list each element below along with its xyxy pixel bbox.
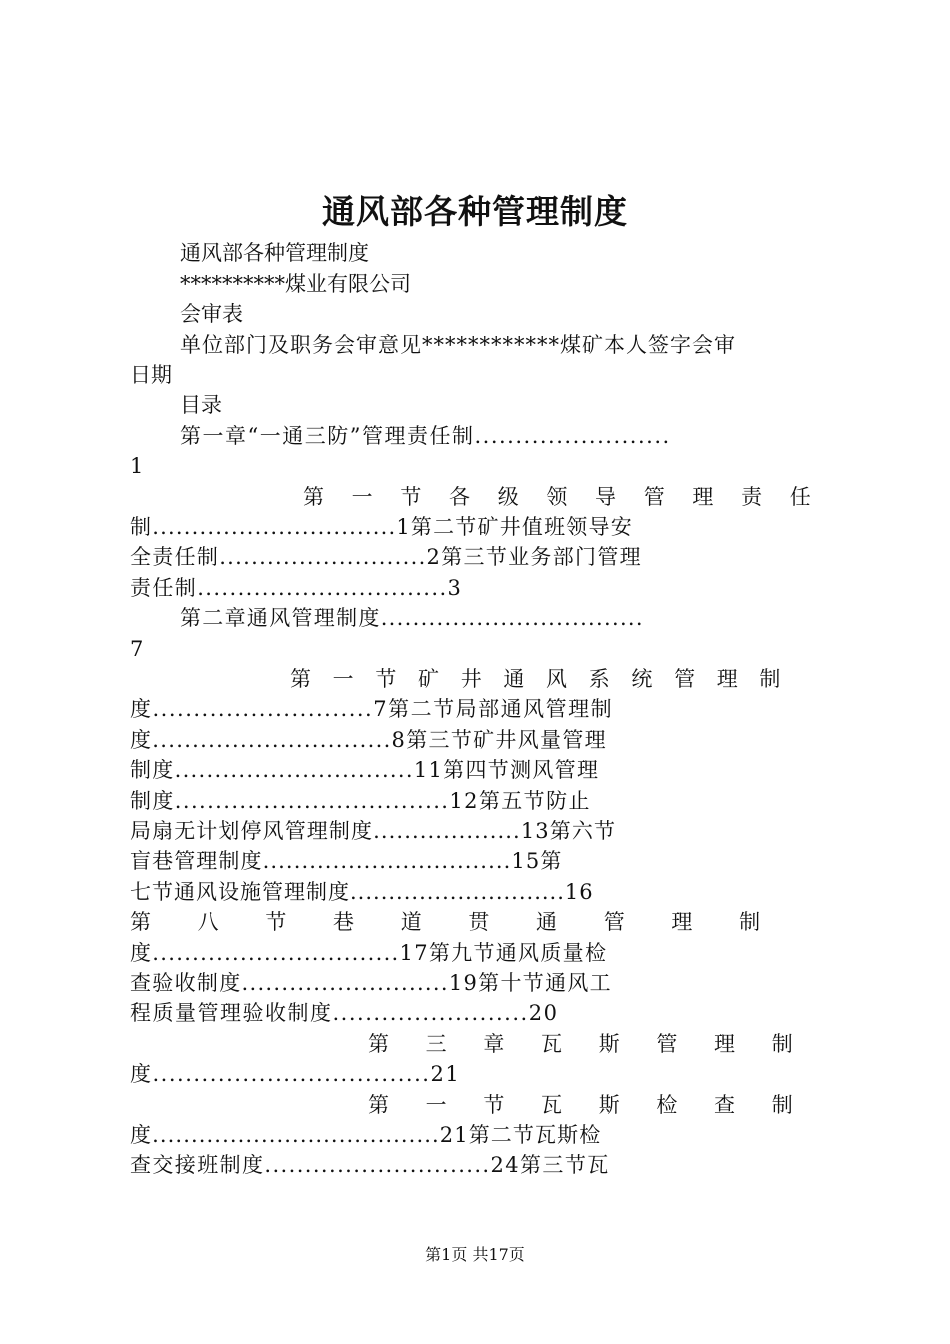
- toc-line: 全责任制..........................2第三节业务部门管理: [130, 545, 642, 569]
- page-footer: 第1页 共17页: [425, 1245, 525, 1264]
- toc-line: 度..................................21: [130, 1062, 461, 1086]
- toc-line: 度...............................17第九节通风质量检: [130, 941, 608, 965]
- review-row-text-cont: 日期: [130, 363, 172, 387]
- toc-line: 度..............................8第三节矿井风量管理: [130, 728, 607, 752]
- toc-line: 第一章“一通三防”管理责任制........................: [180, 424, 671, 448]
- review-table-label: 会审表: [180, 302, 243, 326]
- toc-line: 查交接班制度............................24第三节瓦: [130, 1153, 610, 1177]
- toc-line-justified: [368, 1029, 830, 1059]
- heading-line: 通风部各种管理制度: [180, 241, 369, 265]
- toc-line: 度.....................................21第二节瓦斯检: [130, 1123, 602, 1147]
- toc-line-justified: [303, 482, 830, 512]
- toc-line: 查验收制度..........................19第十节通风工: [130, 971, 612, 995]
- toc-line: 第二章通风管理制度.................................: [180, 606, 644, 630]
- toc-line-text: 第 一 节 瓦 斯 检 查 制: [368, 1093, 793, 1117]
- toc-line: 局扇无计划停风管理制度...................13第六节: [130, 819, 617, 843]
- toc-line-text: 第 八 节 巷 道 贯 通 管 理 制: [130, 910, 761, 934]
- toc-line: 制度..................................12第五节防止: [130, 789, 591, 813]
- toc-line-text: 第 三 章 瓦 斯 管 理 制: [368, 1032, 793, 1056]
- toc-line-justified: [130, 907, 830, 937]
- document-title: 通风部各种管理制度: [322, 192, 628, 231]
- toc-line: 七节通风设施管理制度............................16: [130, 880, 594, 904]
- toc-line: 制...............................1第二节矿井值班领导安: [130, 515, 633, 539]
- company-line: **********煤业有限公司: [180, 272, 411, 296]
- toc-title: 目录: [180, 393, 222, 417]
- toc-line-justified: [368, 1090, 830, 1120]
- review-row-text: 单位部门及职务会审意见************煤矿本人签字会审: [180, 333, 736, 357]
- toc-line-text: 第 一 节 矿 井 通 风 系 统 管 理 制: [290, 667, 781, 691]
- toc-line: 1: [130, 454, 144, 478]
- toc-line-justified: [290, 664, 830, 694]
- toc-line: 7: [130, 637, 144, 661]
- toc-line: 盲巷管理制度................................15第: [130, 849, 563, 873]
- toc-line: 制度..............................11第四节测风管理: [130, 758, 600, 782]
- toc-line: 度...........................7第二节局部通风管理制: [130, 697, 614, 721]
- toc-line: 程质量管理验收制度........................20: [130, 1001, 559, 1025]
- toc-line-text: 第 一 节 各 级 领 导 管 理 责 任: [303, 485, 811, 509]
- toc-line: 责任制...............................3: [130, 576, 463, 600]
